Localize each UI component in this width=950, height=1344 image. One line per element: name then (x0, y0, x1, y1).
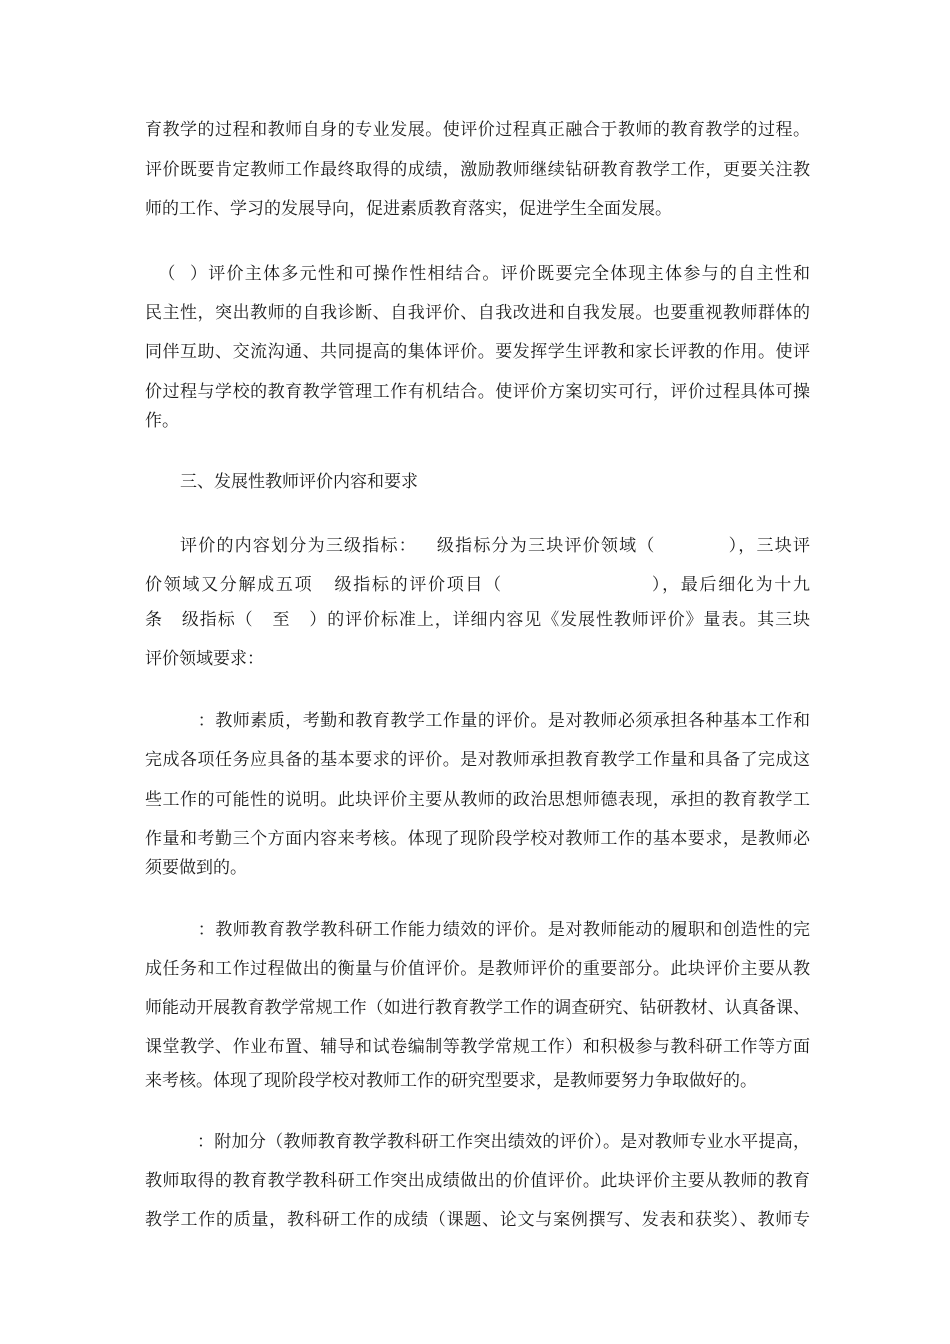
paragraph-6-line-1: ：附加分（教师教育教学教科研工作突出绩效的评价）。是对教师专业水平提高， (180, 1132, 810, 1152)
paragraph-2-line-3: 同伴互助、交流沟通、共同提高的集体评价。要发挥学生评教和家长评教的作用。使评 (145, 342, 810, 362)
paragraph-4-line-2: 完成各项任务应具备的基本要求的评价。是对教师承担教育教学工作量和具备了完成这 (145, 750, 810, 770)
paragraph-3-line-1: 评价的内容划分为三级指标： 级指标分为三块评价领域（ ），三块评 (180, 536, 810, 556)
paragraph-4-line-5: 须要做到的。 (145, 858, 247, 878)
paragraph-1-line-1: 育教学的过程和教师自身的专业发展。使评价过程真正融合于教师的教育教学的过程。 (145, 120, 810, 140)
paragraph-1-line-3: 师的工作、学习的发展导向，促进素质教育落实，促进学生全面发展。 (145, 199, 672, 219)
section-heading: 三、发展性教师评价内容和要求 (180, 472, 418, 492)
paragraph-5-line-4: 课堂教学、作业布置、辅导和试卷编制等教学常规工作）和积极参与教科研工作等方面 (145, 1037, 810, 1057)
paragraph-2-line-2: 民主性，突出教师的自我诊断、自我评价、自我改进和自我发展。也要重视教师群体的 (145, 303, 810, 323)
paragraph-4-line-1: ：教师素质，考勤和教育教学工作量的评价。是对教师必须承担各种基本工作和 (180, 711, 810, 731)
paragraph-4-line-3: 些工作的可能性的说明。此块评价主要从教师的政治思想师德表现，承担的教育教学工 (145, 790, 810, 810)
paragraph-5-line-5: 来考核。体现了现阶段学校对教师工作的研究型要求，是教师要努力争取做好的。 (145, 1071, 757, 1091)
paragraph-3-line-4: 评价领域要求： (145, 649, 264, 669)
paragraph-5-line-3: 师能动开展教育教学常规工作（如进行教育教学工作的调查研究、钻研教材、认真备课、 (145, 998, 810, 1018)
paragraph-5-line-1: ：教师教育教学教科研工作能力绩效的评价。是对教师能动的履职和创造性的完 (180, 920, 810, 940)
paragraph-3-line-3: 条 级指标（ 至 ）的评价标准上，详细内容见《发展性教师评价》量表。其三块 (145, 610, 810, 630)
paragraph-3-line-2: 价领域又分解成五项 级指标的评价项目（ ），最后细化为十九 (145, 575, 810, 595)
paragraph-2-line-1: （ ）评价主体多元性和可操作性相结合。评价既要完全体现主体参与的自主性和 (145, 264, 810, 284)
paragraph-2-line-4: 价过程与学校的教育教学管理工作有机结合。使评价方案切实可行，评价过程具体可操 (145, 382, 810, 402)
paragraph-5-line-2: 成任务和工作过程做出的衡量与价值评价。是教师评价的重要部分。此块评价主要从教 (145, 959, 810, 979)
paragraph-2-line-5: 作。 (145, 411, 179, 431)
paragraph-6-line-3: 教学工作的质量，教科研工作的成绩（课题、论文与案例撰写、发表和获奖）、教师专 (145, 1210, 810, 1230)
paragraph-4-line-4: 作量和考勤三个方面内容来考核。体现了现阶段学校对教师工作的基本要求，是教师必 (145, 829, 810, 849)
paragraph-1-line-2: 评价既要肯定教师工作最终取得的成绩，激励教师继续钻研教育教学工作，更要关注教 (145, 160, 810, 180)
paragraph-6-line-2: 教师取得的教育教学教科研工作突出成绩做出的价值评价。此块评价主要从教师的教育 (145, 1171, 810, 1191)
